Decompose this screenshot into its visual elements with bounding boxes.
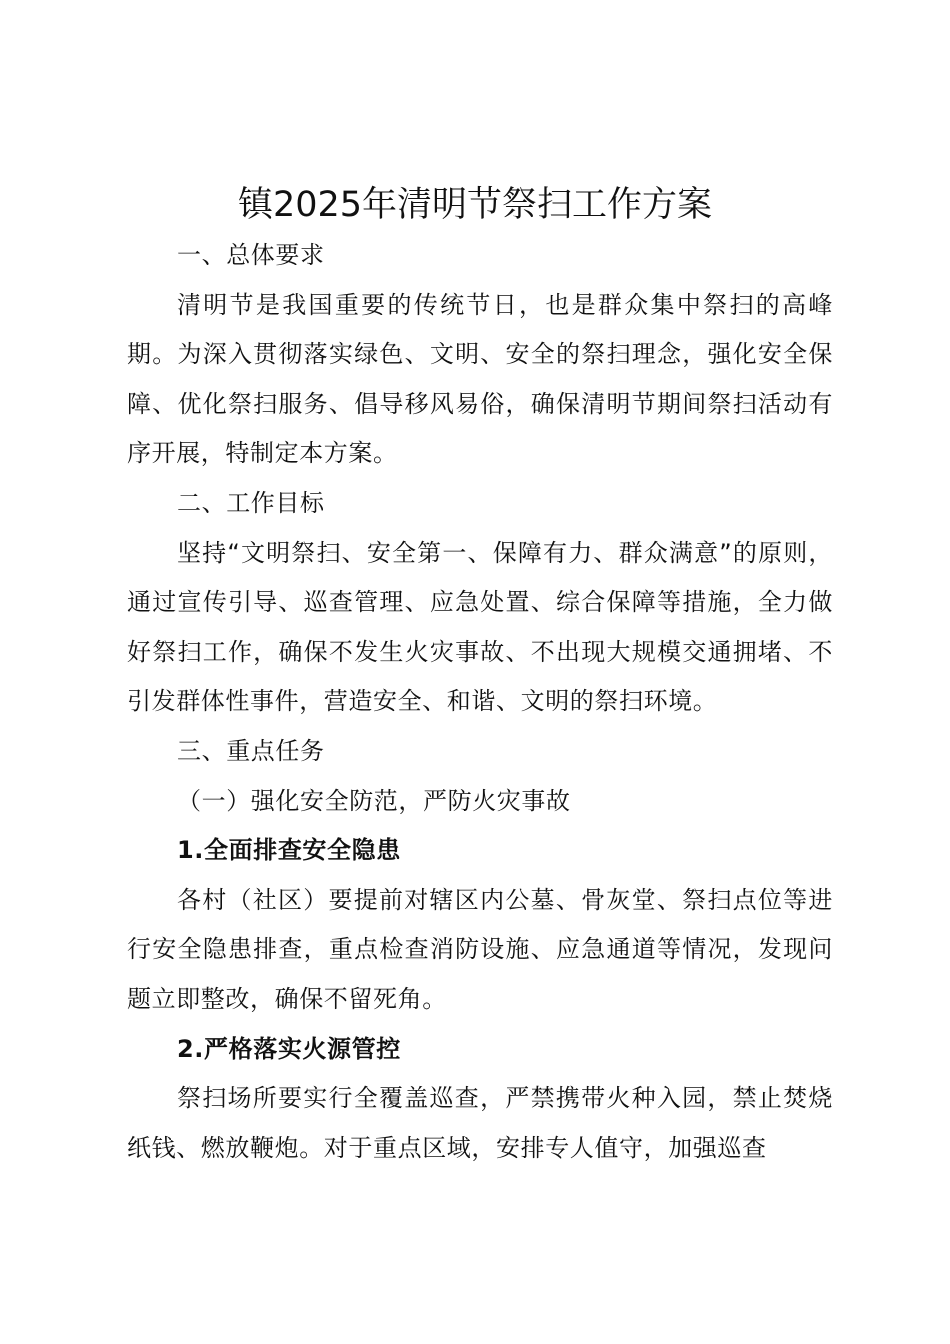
section-heading-key-tasks: 三、重点任务 [177,736,325,765]
subsection-heading-fire-safety: （一）强化安全防范，严防火灾事故 [177,786,571,815]
paragraph-work-goals: 坚持“文明祭扫、安全第一、保障有力、群众满意”的原则，通过宣传引导、巡查管理、应急处置、综合保障等措施，全力做好祭扫工作，确保不发生火灾事故、不出现大规模交通拥堵、不引发群体性事件，营造安全、和谐、文明的祭扫环境。 [127,538,833,716]
section-heading-overall-requirements: 一、总体要求 [177,241,325,269]
paragraph-fire-source-control: 祭扫场所要实行全覆盖巡查，严禁携带火种入园，禁止焚烧纸钱、燃放鞭炮。对于重点区域，安排专人值守，加强巡查 [127,1084,833,1162]
section-heading-work-goals: 二、工作目标 [177,488,325,517]
item-heading-fire-source-control: 2.严格落实火源管控 [177,1034,401,1063]
paragraph-overall-requirements: 清明节是我国重要的传统节日，也是群众集中祭扫的高峰期。为深入贯彻落实绿色、文明、安全的祭扫理念，强化安全保障、优化祭扫服务、倡导移风易俗，确保清明节期间祭扫活动有序开展，特制定本方案。 [127,290,833,468]
item-heading-hazard-inspection: 1.全面排查安全隐患 [177,836,401,865]
document-body [127,231,833,1173]
paragraph-hazard-inspection: 各村（社区）要提前对辖区内公墓、骨灰堂、祭扫点位等进行安全隐患排查，重点检查消防设施、应急通道等情况，发现问题立即整改，确保不留死角。 [127,885,833,1013]
document-title: 镇2025年清明节祭扫工作方案 [237,185,713,225]
